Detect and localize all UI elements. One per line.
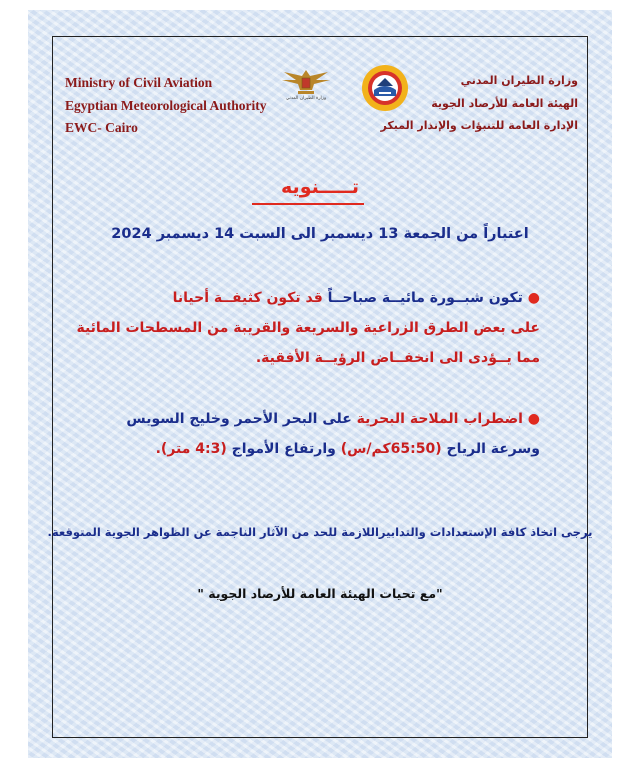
title-underline (252, 203, 364, 205)
advice-text: يرجى اتخاذ كافة الإستعدادات والتدابيراللازمة للحد من الآثار الناجمة عن الظواهر الجوية المتوقعة. (47, 525, 593, 539)
marine-region-text: على البحر الأحمر وخليج السويس (126, 411, 352, 427)
wave-height-label: وارتفاع الأمواج (231, 441, 336, 457)
wind-speed-label: وسرعة الرياح (446, 441, 540, 457)
marine-notice-line1 (126, 404, 540, 434)
marine-disturbance-text: اضطراب الملاحة البحرية (356, 411, 523, 427)
notice-title: تـــــنويه (281, 176, 359, 198)
fog-notice (76, 283, 540, 373)
wind-speed-value: (65:50كم/س) (340, 441, 442, 457)
ministry-name-en: Ministry of Civil Aviation (65, 75, 213, 90)
egypt-eagle-emblem (276, 66, 336, 100)
fog-text: تكون شبــورة مائيــة صباحــاً (327, 290, 523, 306)
marine-notice (126, 404, 540, 464)
center-name-en: EWC- Cairo (65, 120, 138, 135)
notice-frame (52, 36, 588, 738)
closing-greeting: "مع تحيات الهيئة العامة للأرصاد الجوية " (197, 586, 443, 601)
date-range: اعتباراً من الجمعة 13 ديسمبر الى السبت 14 ديسمبر 2024 (111, 226, 529, 242)
center-name-ar: الإدارة العامة للتنبؤات والإنذار المبكر (380, 119, 578, 132)
wave-height-value: (4:3 متر). (155, 441, 227, 457)
ministry-name-ar: وزارة الطيران المدني (460, 74, 578, 87)
header-arabic (381, 70, 578, 138)
fog-notice-line3: مما يــؤدى الى انخفــاض الرؤيــة الأفقية. (255, 350, 540, 366)
fog-notice-line1 (76, 283, 540, 313)
header-english (65, 72, 267, 140)
authority-name-ar: الهيئة العامة للأرصاد الجوية (431, 96, 578, 110)
marine-notice-line2 (126, 434, 540, 464)
authority-name-en: Egyptian Meteorological Authority (65, 97, 267, 113)
bullet-icon: ● (527, 411, 540, 427)
bullet-icon: ● (527, 290, 540, 306)
emblem-caption: وزارة الطيران المدني (285, 96, 327, 100)
fog-notice-line2: على بعض الطرق الزراعية والسريعة والقريبة من المسطحات المائية (76, 320, 540, 336)
fog-density-text: قد تكون كثيفــة أحيانا (172, 290, 323, 306)
